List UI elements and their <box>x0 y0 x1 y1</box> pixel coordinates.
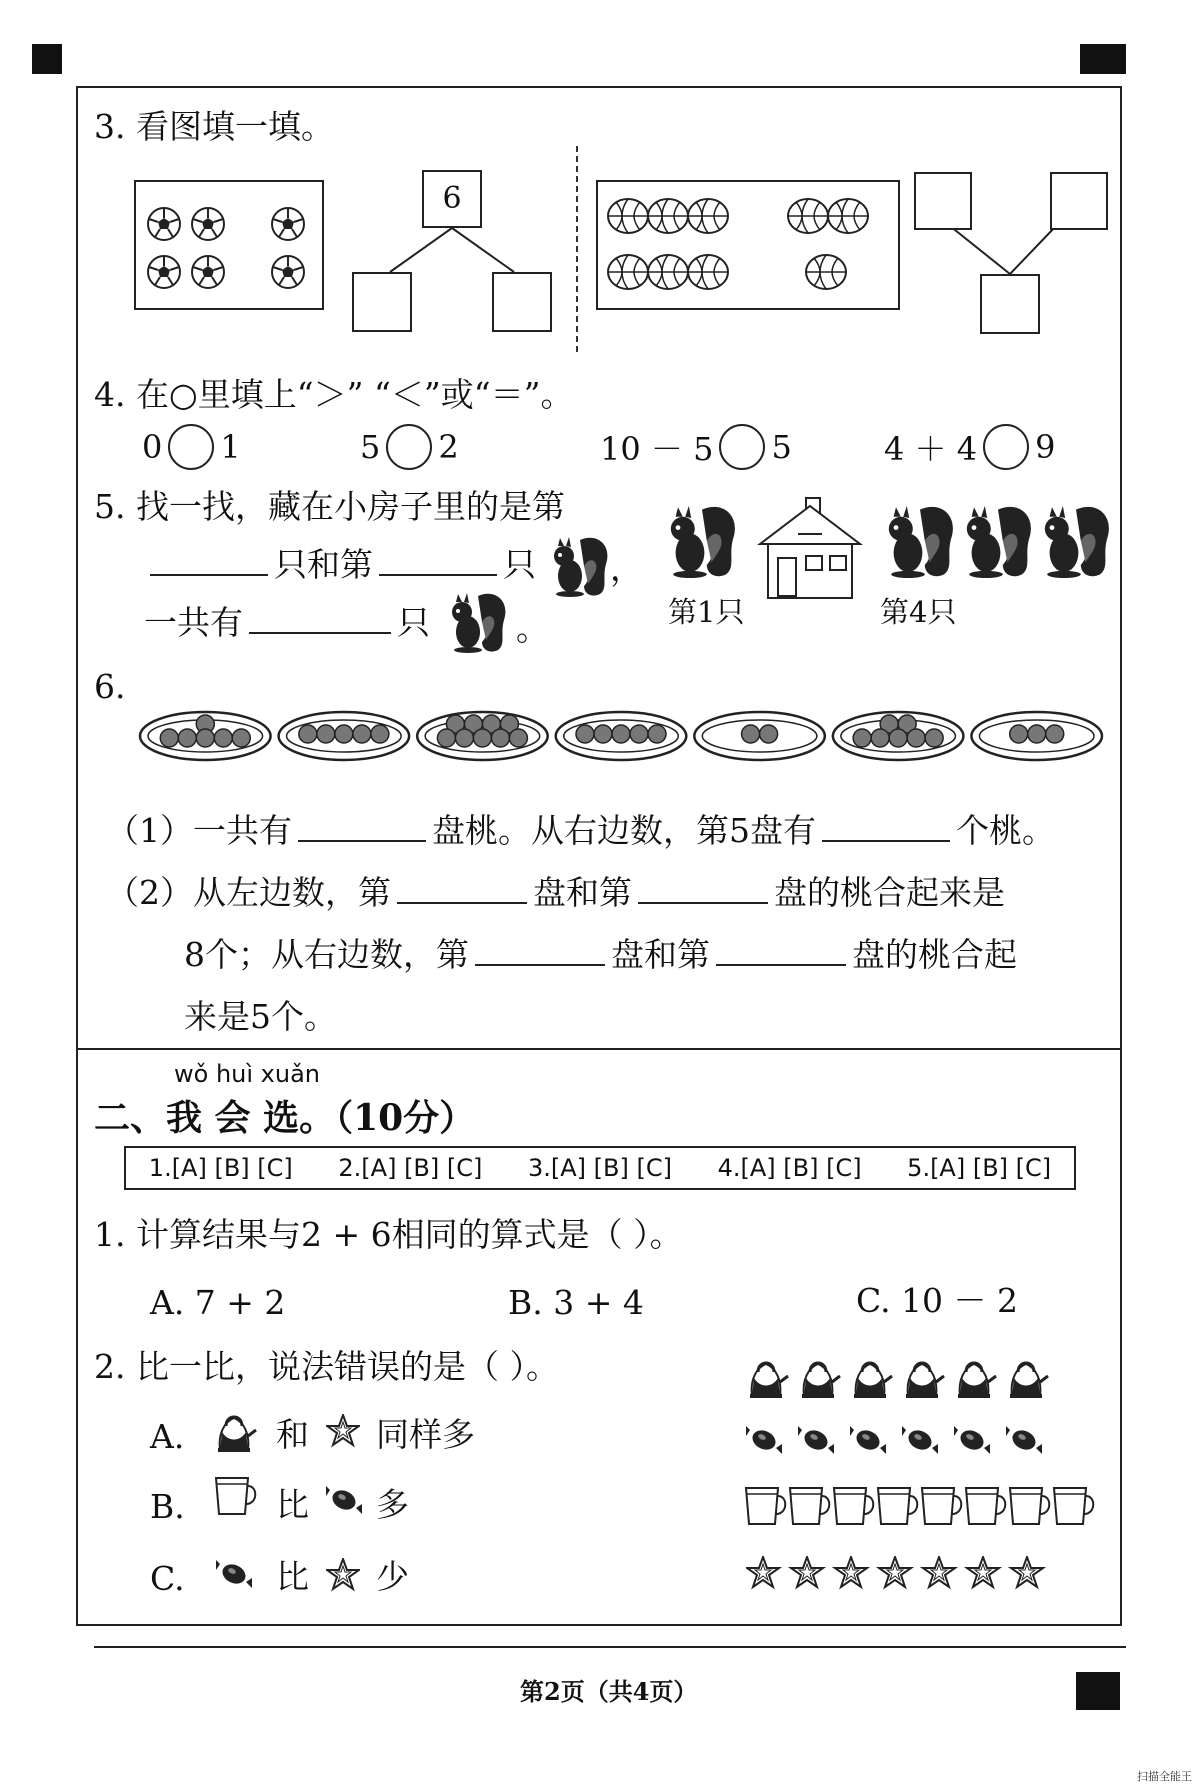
candy-icon <box>850 1426 886 1454</box>
registration-mark-top-right <box>1080 44 1126 74</box>
peach-icon <box>648 725 666 743</box>
peach-plate <box>279 712 410 760</box>
q6-number: 6. <box>94 667 126 706</box>
basketball-icon <box>688 255 728 289</box>
peach-icon <box>317 725 335 743</box>
answer-sheet-item-1[interactable]: 1.[A] [B] [C] <box>148 1154 293 1182</box>
right-bottom-box[interactable] <box>980 274 1040 334</box>
house-icon <box>752 494 868 604</box>
cup-icon <box>966 1488 1005 1524</box>
cup-icon <box>214 1476 260 1518</box>
candy-row <box>746 1426 1066 1460</box>
peach-icon <box>455 729 473 747</box>
basketballs <box>598 182 898 308</box>
cup-icon <box>746 1488 785 1524</box>
star-icon <box>326 1414 360 1448</box>
candy-icon <box>954 1426 990 1454</box>
peach-icon <box>576 725 594 743</box>
star-icon <box>1011 1557 1043 1587</box>
star-row <box>746 1556 1066 1592</box>
left-top-box <box>422 170 482 228</box>
q3-title: 3. 看图填一填。 <box>94 107 334 146</box>
cup-icon <box>1010 1488 1049 1524</box>
peach-icon <box>196 729 214 747</box>
peach-icon <box>232 729 250 747</box>
soccer-ball-icon <box>192 208 224 240</box>
peach-plate <box>417 712 548 760</box>
candy-icon <box>326 1486 364 1516</box>
cup-icon <box>878 1488 917 1524</box>
answer-blank[interactable] <box>298 839 426 842</box>
squirrel-icon <box>666 504 738 580</box>
answer-blank[interactable] <box>822 839 950 842</box>
peach-icon <box>299 725 317 743</box>
q6-part2-line3: 来是5个。 <box>184 997 337 1036</box>
answer-blank[interactable] <box>397 901 527 904</box>
peach-icon <box>160 729 178 747</box>
dashed-separator <box>576 146 578 352</box>
basketball-icon <box>828 199 868 233</box>
cup-icon <box>834 1488 873 1524</box>
q5-line1: 5. 找一找，藏在小房子里的是第 <box>94 487 565 526</box>
basketball-icon <box>806 255 846 289</box>
answer-sheet-item-5[interactable]: 5.[A] [B] [C] <box>907 1154 1052 1182</box>
peach-icon <box>335 725 353 743</box>
peach-icon <box>178 729 196 747</box>
peach-icon <box>925 729 943 747</box>
kettle-icon <box>854 1363 892 1398</box>
section2-title: 二、我 会 选。（10分） <box>94 1097 476 1139</box>
compare-circle[interactable] <box>168 424 214 470</box>
soccer-ball-icon <box>192 256 224 288</box>
candy-icon <box>902 1426 938 1454</box>
basketball-icon <box>608 255 648 289</box>
peach-icon <box>1010 725 1028 743</box>
kettle-icon <box>750 1363 788 1398</box>
basketball-box <box>596 180 900 310</box>
soccer-ball-icon <box>272 256 304 288</box>
peach-icon <box>509 729 527 747</box>
registration-mark-bottom-right <box>1076 1672 1120 1710</box>
kettle-icon <box>906 1363 944 1398</box>
q6-part2-line1: （2）从左边数，第 盘和第 盘的桃合起来是 <box>106 873 1005 912</box>
squirrel-icon <box>448 592 508 654</box>
answer-blank[interactable] <box>475 963 605 966</box>
star-icon <box>747 1557 779 1587</box>
basketball-icon <box>788 199 828 233</box>
cup-icon <box>790 1488 829 1524</box>
candy-icon <box>1006 1426 1042 1454</box>
mc2-b-text1: 比 <box>276 1485 309 1524</box>
peach-plates <box>136 694 1106 764</box>
peach-icon <box>473 729 491 747</box>
peach-plate <box>971 712 1102 760</box>
label-fourth: 第4只 <box>880 595 957 629</box>
soccer-ball-box <box>134 180 324 310</box>
answer-blank[interactable] <box>716 963 846 966</box>
squirrel-icon <box>962 504 1034 580</box>
mc2-a-text2: 同样多 <box>376 1415 475 1454</box>
left-top-value: 6 <box>442 181 462 216</box>
registration-mark-top-left <box>32 44 62 74</box>
peach-icon <box>853 729 871 747</box>
kettle-icon <box>1010 1363 1048 1398</box>
peach-icon <box>630 725 648 743</box>
peach-plate <box>556 712 687 760</box>
cup-row <box>744 1486 1104 1530</box>
answer-blank[interactable] <box>150 573 268 576</box>
mc2-b-text2: 多 <box>376 1485 409 1524</box>
basketball-icon <box>648 255 688 289</box>
scanner-stamp: 扫描全能王 <box>1137 1770 1192 1783</box>
peach-icon <box>612 725 630 743</box>
candy-icon <box>746 1426 782 1454</box>
peach-icon <box>214 729 232 747</box>
peach-icon <box>353 725 371 743</box>
peach-icon <box>437 729 455 747</box>
peach-plate <box>833 712 964 760</box>
mc1-option-b: B. 3 + 4 <box>508 1283 644 1322</box>
peach-icon <box>907 729 925 747</box>
basketball-icon <box>648 199 688 233</box>
left-bottom-left-box[interactable] <box>352 272 412 332</box>
q5-line3: 一共有 只 <box>144 603 430 642</box>
peach-icon <box>491 729 509 747</box>
candy-icon <box>216 1560 254 1590</box>
star-icon <box>791 1557 823 1587</box>
mc1-question: 1. 计算结果与2 + 6相同的算式是（ ）。 <box>94 1215 683 1254</box>
answer-blank[interactable] <box>638 901 768 904</box>
star-icon <box>326 1558 360 1592</box>
compare-item-1: 0 1 <box>142 424 241 470</box>
soccer-ball-icon <box>272 208 304 240</box>
answer-blank[interactable] <box>379 573 497 576</box>
peach-icon <box>889 729 907 747</box>
compare-circle[interactable] <box>983 424 1029 470</box>
soccer-ball-icon <box>148 208 180 240</box>
page-footer: 第2页（共4页） <box>520 1677 698 1706</box>
star-icon <box>967 1557 999 1587</box>
answer-sheet-item-2[interactable]: 2.[A] [B] [C] <box>338 1154 483 1182</box>
mc2-c-text2: 少 <box>376 1557 409 1596</box>
answer-sheet-item-3[interactable]: 3.[A] [B] [C] <box>527 1154 672 1182</box>
mc2-b-label: B. <box>150 1487 185 1526</box>
q6-part1: （1）一共有 盘桃。从右边数，第5盘有 个桃。 <box>106 811 1055 850</box>
peach-icon <box>1028 725 1046 743</box>
section-divider <box>76 1048 1122 1050</box>
right-top-left-box[interactable] <box>914 172 972 230</box>
peach-icon <box>871 729 889 747</box>
kettle-icon <box>802 1363 840 1398</box>
q5-period: 。 <box>516 609 549 648</box>
kettle-row <box>746 1350 1066 1404</box>
section2-pinyin: wǒ huì xuǎn <box>174 1060 320 1088</box>
mc2-c-text1: 比 <box>276 1557 309 1596</box>
footer-line <box>94 1646 1126 1648</box>
peach-icon <box>1046 725 1064 743</box>
cup-icon <box>922 1488 961 1524</box>
mc1-option-a: A. 7 + 2 <box>150 1283 286 1322</box>
kettle-icon <box>958 1363 996 1398</box>
compare-item-2: 5 2 <box>360 424 459 470</box>
mc1-option-c: C. 10 － 2 <box>856 1281 1019 1320</box>
star-icon <box>835 1557 867 1587</box>
compare-item-4: 4 ＋ 4 9 <box>884 424 1055 470</box>
squirrel-icon <box>1040 504 1112 580</box>
q6-part2-line2: 8个；从右边数，第 盘和第 盘的桃合起 <box>184 935 1017 974</box>
q5-comma: ， <box>610 549 643 588</box>
answer-sheet-item-4[interactable]: 4.[A] [B] [C] <box>717 1154 862 1182</box>
label-first: 第1只 <box>668 595 745 629</box>
soccer-balls <box>136 182 322 308</box>
mc2-a-label: A. <box>150 1417 185 1456</box>
peach-icon <box>594 725 612 743</box>
compare-circle[interactable] <box>719 424 765 470</box>
peach-plate <box>694 712 825 760</box>
squirrel-icon <box>550 536 610 598</box>
answer-blank[interactable] <box>249 631 391 634</box>
answer-sheet <box>124 1146 1076 1190</box>
peach-icon <box>742 725 760 743</box>
soccer-ball-icon <box>148 256 180 288</box>
star-icon <box>923 1557 955 1587</box>
kettle-icon <box>214 1404 258 1456</box>
peach-icon <box>371 725 389 743</box>
peach-icon <box>760 725 778 743</box>
mc2-a-text1: 和 <box>276 1415 309 1454</box>
cup-icon <box>1054 1488 1093 1524</box>
basketball-icon <box>688 199 728 233</box>
star-icon <box>879 1557 911 1587</box>
right-top-right-box[interactable] <box>1050 172 1108 230</box>
compare-item-3: 10 － 5 5 <box>600 424 792 470</box>
mc2-c-label: C. <box>150 1559 185 1598</box>
left-bottom-right-box[interactable] <box>492 272 552 332</box>
squirrel-icon <box>884 504 956 580</box>
candy-icon <box>798 1426 834 1454</box>
peach-plate <box>140 712 271 760</box>
q5-line2: 只和第 只 <box>144 548 536 581</box>
compare-circle[interactable] <box>386 424 432 470</box>
mc2-question: 2. 比一比，说法错误的是（ ）。 <box>94 1347 559 1386</box>
q4-title: 4. 在○里填上“＞” “＜”或“＝”。 <box>94 375 574 414</box>
basketball-icon <box>608 199 648 233</box>
